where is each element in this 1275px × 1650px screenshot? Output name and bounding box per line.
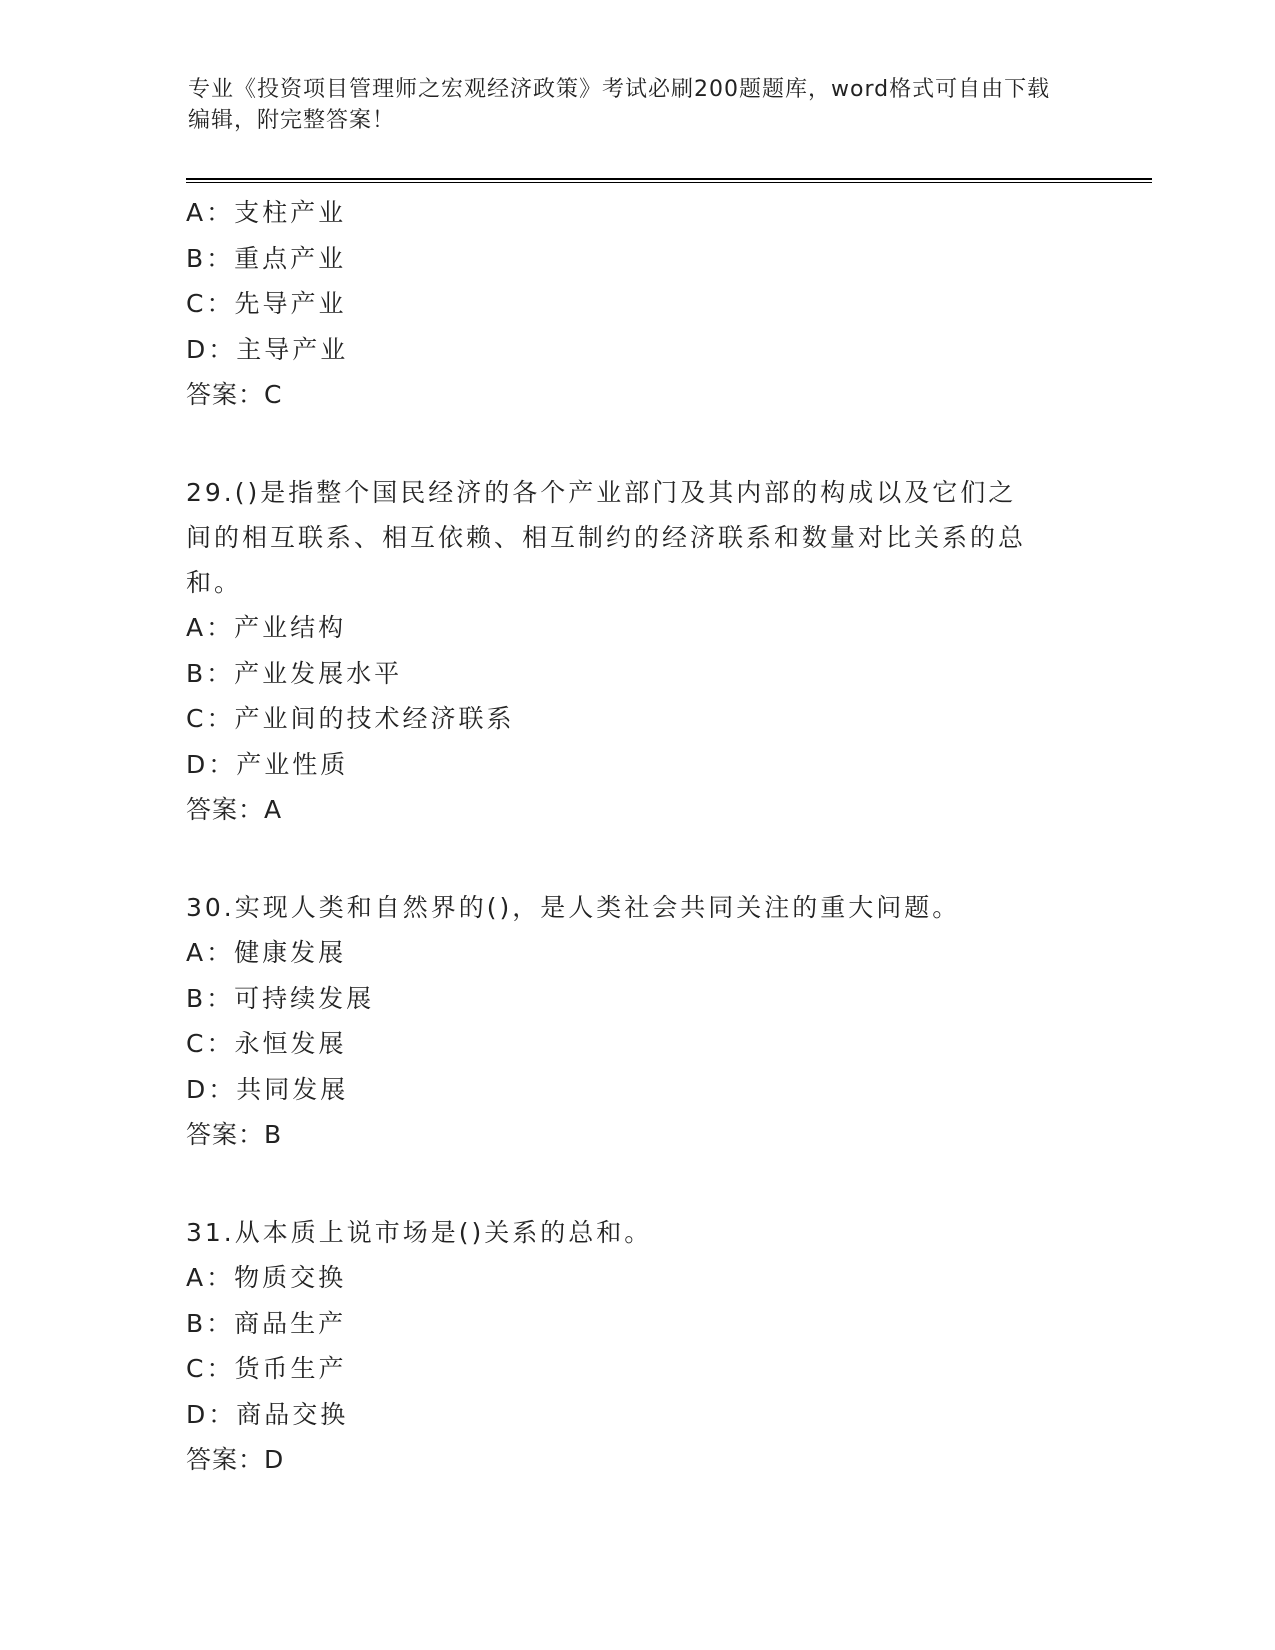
header-text: 专业《投资项目管理师之宏观经济政策》考试必刷200题题库，word格式可自由下载编辑，附完整答案！ [188,77,1051,133]
option-d: D：商品交换 [186,1399,349,1429]
option-d: D：共同发展 [186,1074,349,1104]
question-stem: 31.从本质上说市场是()关系的总和。 [186,1218,653,1247]
question-spacer [186,833,1086,885]
question-spacer [186,418,1086,470]
option-c: C：货币生产 [186,1354,347,1383]
option-b: B：重点产业 [186,243,347,273]
question-stem: 29.()是指整个国民经济的各个产业部门及其内部的构成以及它们之间的相互联系、相互依赖、相互制约的经济联系和数量对比关系的总和。 [186,478,1027,597]
option-c: C：产业间的技术经济联系 [186,704,515,733]
option-a: A：产业结构 [186,613,347,642]
answer: 答案：C [186,380,283,409]
question-31 [186,1210,1086,1483]
question-28 [186,190,1086,418]
question-list [186,190,1086,1483]
answer: 答案：B [186,1120,283,1149]
question-spacer [186,1158,1086,1210]
option-b: B：产业发展水平 [186,658,403,688]
question-29 [186,470,1086,833]
answer: 答案：A [186,795,283,824]
option-c: C：先导产业 [186,289,347,318]
option-d: D：主导产业 [186,334,349,364]
question-stem: 30.实现人类和自然界的()，是人类社会共同关注的重大问题。 [186,893,961,922]
option-c: C：永恒发展 [186,1029,347,1058]
option-a: A：健康发展 [186,938,347,967]
option-a: A：支柱产业 [186,198,347,227]
option-b: B：可持续发展 [186,983,375,1013]
option-b: B：商品生产 [186,1308,347,1338]
page-header [188,74,1068,136]
answer: 答案：D [186,1445,285,1474]
option-a: A：物质交换 [186,1263,347,1292]
header-divider [186,178,1152,183]
question-30 [186,885,1086,1158]
option-d: D：产业性质 [186,749,349,779]
